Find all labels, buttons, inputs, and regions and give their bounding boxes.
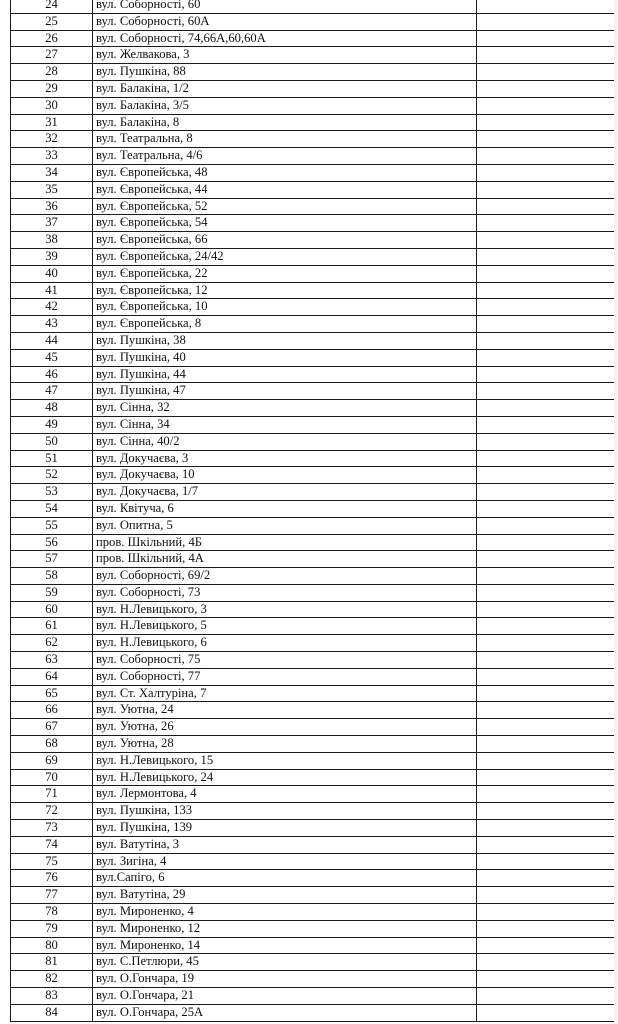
row-number: 54 xyxy=(11,500,93,517)
row-address: вул. Мироненко, 4 xyxy=(93,904,477,921)
row-number: 81 xyxy=(11,954,93,971)
row-empty-cell xyxy=(477,937,615,954)
table-row xyxy=(11,568,615,585)
table-row xyxy=(11,316,615,333)
row-address: вул. Європейська, 48 xyxy=(93,164,477,181)
row-address: вул. Європейська, 66 xyxy=(93,232,477,249)
row-address: вул. Пушкіна, 88 xyxy=(93,64,477,81)
row-address: вул. Докучаєва, 10 xyxy=(93,467,477,484)
row-empty-cell xyxy=(477,400,615,417)
table-row xyxy=(11,870,615,887)
row-empty-cell xyxy=(477,265,615,282)
row-number: 70 xyxy=(11,769,93,786)
row-address: вул. Балакіна, 3/5 xyxy=(93,97,477,114)
row-number: 26 xyxy=(11,30,93,47)
table-row xyxy=(11,752,615,769)
row-number: 73 xyxy=(11,820,93,837)
row-empty-cell xyxy=(477,736,615,753)
table-row xyxy=(11,164,615,181)
row-address: вул. Уютна, 28 xyxy=(93,736,477,753)
table-row xyxy=(11,668,615,685)
row-address: вул. Н.Левицького, 15 xyxy=(93,752,477,769)
table-row xyxy=(11,601,615,618)
row-number: 51 xyxy=(11,450,93,467)
row-empty-cell xyxy=(477,114,615,131)
row-address: вул. Мироненко, 12 xyxy=(93,920,477,937)
row-empty-cell xyxy=(477,904,615,921)
row-number: 71 xyxy=(11,786,93,803)
row-address: вул. Європейська, 24/42 xyxy=(93,248,477,265)
row-address: вул. Н.Левицького, 24 xyxy=(93,769,477,786)
row-empty-cell xyxy=(477,954,615,971)
row-address: вул. Квітуча, 6 xyxy=(93,500,477,517)
row-number: 83 xyxy=(11,988,93,1005)
table-row xyxy=(11,64,615,81)
row-address: пров. Шкільний, 4Б xyxy=(93,534,477,551)
row-number: 60 xyxy=(11,601,93,618)
table-row xyxy=(11,80,615,97)
row-number: 39 xyxy=(11,248,93,265)
row-number: 76 xyxy=(11,870,93,887)
table-row xyxy=(11,786,615,803)
row-empty-cell xyxy=(477,568,615,585)
table-row xyxy=(11,0,615,13)
table-row xyxy=(11,584,615,601)
row-number: 33 xyxy=(11,148,93,165)
table-row xyxy=(11,198,615,215)
row-address: вул. Ватутіна, 29 xyxy=(93,887,477,904)
row-empty-cell xyxy=(477,551,615,568)
table-row xyxy=(11,887,615,904)
table-row xyxy=(11,954,615,971)
row-number: 31 xyxy=(11,114,93,131)
row-empty-cell xyxy=(477,181,615,198)
row-address: вул. Н.Левицького, 5 xyxy=(93,618,477,635)
row-empty-cell xyxy=(477,215,615,232)
row-empty-cell xyxy=(477,517,615,534)
table-row xyxy=(11,30,615,47)
row-empty-cell xyxy=(477,0,615,13)
table-row xyxy=(11,13,615,30)
row-number: 57 xyxy=(11,551,93,568)
table-row xyxy=(11,366,615,383)
row-address: вул. С.Петлюри, 45 xyxy=(93,954,477,971)
row-address: вул. Соборності, 69/2 xyxy=(93,568,477,585)
row-address: вул. Європейська, 8 xyxy=(93,316,477,333)
table-row xyxy=(11,971,615,988)
table-row xyxy=(11,148,615,165)
row-address: вул. Балакіна, 1/2 xyxy=(93,80,477,97)
row-empty-cell xyxy=(477,836,615,853)
row-empty-cell xyxy=(477,13,615,30)
table-row xyxy=(11,467,615,484)
table-row xyxy=(11,215,615,232)
row-number: 68 xyxy=(11,736,93,753)
row-number: 66 xyxy=(11,702,93,719)
row-number: 44 xyxy=(11,332,93,349)
row-empty-cell xyxy=(477,1004,615,1021)
row-address: вул. Театральна, 4/6 xyxy=(93,148,477,165)
table-row xyxy=(11,534,615,551)
table-row xyxy=(11,299,615,316)
row-number: 53 xyxy=(11,484,93,501)
row-address: вул. Європейська, 10 xyxy=(93,299,477,316)
address-table-body xyxy=(11,0,615,1021)
table-row xyxy=(11,635,615,652)
table-row xyxy=(11,349,615,366)
table-row xyxy=(11,450,615,467)
row-number: 41 xyxy=(11,282,93,299)
row-number: 43 xyxy=(11,316,93,333)
row-address: вул. Зигіна, 4 xyxy=(93,853,477,870)
row-address: вул. Н.Левицького, 3 xyxy=(93,601,477,618)
row-address: вул.Сапіго, 6 xyxy=(93,870,477,887)
table-row xyxy=(11,517,615,534)
row-number: 24 xyxy=(11,0,93,13)
row-empty-cell xyxy=(477,988,615,1005)
table-row xyxy=(11,736,615,753)
row-empty-cell xyxy=(477,719,615,736)
row-address: вул. Сінна, 40/2 xyxy=(93,433,477,450)
row-address: вул. Опитна, 5 xyxy=(93,517,477,534)
row-number: 47 xyxy=(11,383,93,400)
row-address: вул. Сінна, 34 xyxy=(93,416,477,433)
row-empty-cell xyxy=(477,299,615,316)
row-address: вул. Балакіна, 8 xyxy=(93,114,477,131)
row-number: 63 xyxy=(11,652,93,669)
row-number: 78 xyxy=(11,904,93,921)
row-empty-cell xyxy=(477,652,615,669)
row-address: вул. Соборності, 73 xyxy=(93,584,477,601)
row-address: вул. Європейська, 22 xyxy=(93,265,477,282)
row-empty-cell xyxy=(477,80,615,97)
row-empty-cell xyxy=(477,635,615,652)
table-row xyxy=(11,904,615,921)
row-number: 59 xyxy=(11,584,93,601)
row-address: вул. Пушкіна, 47 xyxy=(93,383,477,400)
table-row xyxy=(11,433,615,450)
row-empty-cell xyxy=(477,232,615,249)
table-row xyxy=(11,803,615,820)
table-row xyxy=(11,500,615,517)
table-row xyxy=(11,618,615,635)
table-row xyxy=(11,937,615,954)
row-empty-cell xyxy=(477,786,615,803)
row-address: вул. Уютна, 24 xyxy=(93,702,477,719)
row-empty-cell xyxy=(477,366,615,383)
row-address: вул. Європейська, 52 xyxy=(93,198,477,215)
row-address: вул. Пушкіна, 139 xyxy=(93,820,477,837)
row-address: вул. Сінна, 32 xyxy=(93,400,477,417)
row-number: 27 xyxy=(11,47,93,64)
row-address: вул. Соборності, 77 xyxy=(93,668,477,685)
row-number: 69 xyxy=(11,752,93,769)
row-number: 30 xyxy=(11,97,93,114)
row-number: 62 xyxy=(11,635,93,652)
row-empty-cell xyxy=(477,467,615,484)
row-number: 65 xyxy=(11,685,93,702)
table-row xyxy=(11,416,615,433)
row-address: вул. Мироненко, 14 xyxy=(93,937,477,954)
row-number: 45 xyxy=(11,349,93,366)
row-empty-cell xyxy=(477,64,615,81)
table-row xyxy=(11,652,615,669)
row-empty-cell xyxy=(477,803,615,820)
table-row xyxy=(11,769,615,786)
row-empty-cell xyxy=(477,131,615,148)
table-row xyxy=(11,836,615,853)
row-empty-cell xyxy=(477,584,615,601)
row-empty-cell xyxy=(477,282,615,299)
row-address: вул. Європейська, 54 xyxy=(93,215,477,232)
row-empty-cell xyxy=(477,618,615,635)
row-number: 35 xyxy=(11,181,93,198)
table-row xyxy=(11,702,615,719)
row-empty-cell xyxy=(477,601,615,618)
row-address: вул. Лермонтова, 4 xyxy=(93,786,477,803)
row-number: 29 xyxy=(11,80,93,97)
row-address: пров. Шкільний, 4А xyxy=(93,551,477,568)
row-empty-cell xyxy=(477,887,615,904)
row-address: вул. О.Гончара, 25А xyxy=(93,1004,477,1021)
row-empty-cell xyxy=(477,97,615,114)
row-address: вул. Пушкіна, 133 xyxy=(93,803,477,820)
row-address: вул. Соборності, 60А xyxy=(93,13,477,30)
row-empty-cell xyxy=(477,971,615,988)
row-number: 52 xyxy=(11,467,93,484)
table-row xyxy=(11,232,615,249)
row-address: вул. Театральна, 8 xyxy=(93,131,477,148)
row-empty-cell xyxy=(477,148,615,165)
table-row xyxy=(11,114,615,131)
table-row xyxy=(11,685,615,702)
row-number: 84 xyxy=(11,1004,93,1021)
page-edge xyxy=(614,0,618,1024)
row-number: 74 xyxy=(11,836,93,853)
row-number: 82 xyxy=(11,971,93,988)
row-number: 36 xyxy=(11,198,93,215)
address-table xyxy=(10,0,615,1022)
row-empty-cell xyxy=(477,164,615,181)
table-row xyxy=(11,719,615,736)
row-address: вул. Пушкіна, 38 xyxy=(93,332,477,349)
row-empty-cell xyxy=(477,416,615,433)
table-row xyxy=(11,383,615,400)
row-number: 42 xyxy=(11,299,93,316)
row-address: вул. Соборності, 60 xyxy=(93,0,477,13)
table-row xyxy=(11,820,615,837)
table-row xyxy=(11,97,615,114)
row-empty-cell xyxy=(477,820,615,837)
table-row xyxy=(11,484,615,501)
row-empty-cell xyxy=(477,248,615,265)
row-empty-cell xyxy=(477,47,615,64)
row-number: 37 xyxy=(11,215,93,232)
table-row xyxy=(11,282,615,299)
row-number: 67 xyxy=(11,719,93,736)
row-empty-cell xyxy=(477,920,615,937)
row-number: 28 xyxy=(11,64,93,81)
row-number: 25 xyxy=(11,13,93,30)
row-empty-cell xyxy=(477,870,615,887)
row-address: вул. Уютна, 26 xyxy=(93,719,477,736)
table-row xyxy=(11,1004,615,1021)
table-row xyxy=(11,332,615,349)
table-row xyxy=(11,853,615,870)
row-number: 32 xyxy=(11,131,93,148)
row-address: вул. Ватутіна, 3 xyxy=(93,836,477,853)
row-address: вул. Європейська, 44 xyxy=(93,181,477,198)
row-number: 58 xyxy=(11,568,93,585)
row-number: 79 xyxy=(11,920,93,937)
row-empty-cell xyxy=(477,484,615,501)
row-address: вул. Ст. Халтуріна, 7 xyxy=(93,685,477,702)
row-number: 55 xyxy=(11,517,93,534)
row-address: вул. Пушкіна, 40 xyxy=(93,349,477,366)
row-empty-cell xyxy=(477,702,615,719)
row-number: 49 xyxy=(11,416,93,433)
row-number: 38 xyxy=(11,232,93,249)
row-number: 61 xyxy=(11,618,93,635)
row-address: вул. Докучаєва, 1/7 xyxy=(93,484,477,501)
row-empty-cell xyxy=(477,332,615,349)
table-row xyxy=(11,920,615,937)
row-number: 50 xyxy=(11,433,93,450)
row-empty-cell xyxy=(477,316,615,333)
table-row xyxy=(11,131,615,148)
table-row xyxy=(11,248,615,265)
row-empty-cell xyxy=(477,30,615,47)
row-number: 56 xyxy=(11,534,93,551)
row-number: 40 xyxy=(11,265,93,282)
table-row xyxy=(11,181,615,198)
row-number: 72 xyxy=(11,803,93,820)
row-empty-cell xyxy=(477,383,615,400)
row-number: 48 xyxy=(11,400,93,417)
row-empty-cell xyxy=(477,433,615,450)
row-empty-cell xyxy=(477,198,615,215)
row-address: вул. Желвакова, 3 xyxy=(93,47,477,64)
row-empty-cell xyxy=(477,853,615,870)
row-empty-cell xyxy=(477,668,615,685)
row-address: вул. Соборності, 74,66А,60,60А xyxy=(93,30,477,47)
row-empty-cell xyxy=(477,450,615,467)
table-row xyxy=(11,551,615,568)
table-row xyxy=(11,400,615,417)
row-number: 46 xyxy=(11,366,93,383)
row-number: 77 xyxy=(11,887,93,904)
row-address: вул. Докучаєва, 3 xyxy=(93,450,477,467)
table-row xyxy=(11,265,615,282)
row-address: вул. Соборності, 75 xyxy=(93,652,477,669)
row-empty-cell xyxy=(477,534,615,551)
row-number: 80 xyxy=(11,937,93,954)
table-row xyxy=(11,988,615,1005)
row-empty-cell xyxy=(477,769,615,786)
row-number: 64 xyxy=(11,668,93,685)
row-address: вул. Пушкіна, 44 xyxy=(93,366,477,383)
row-address: вул. Європейська, 12 xyxy=(93,282,477,299)
table-row xyxy=(11,47,615,64)
row-address: вул. О.Гончара, 19 xyxy=(93,971,477,988)
row-empty-cell xyxy=(477,500,615,517)
row-number: 34 xyxy=(11,164,93,181)
row-empty-cell xyxy=(477,685,615,702)
row-empty-cell xyxy=(477,752,615,769)
row-empty-cell xyxy=(477,349,615,366)
row-address: вул. О.Гончара, 21 xyxy=(93,988,477,1005)
row-address: вул. Н.Левицького, 6 xyxy=(93,635,477,652)
row-number: 75 xyxy=(11,853,93,870)
